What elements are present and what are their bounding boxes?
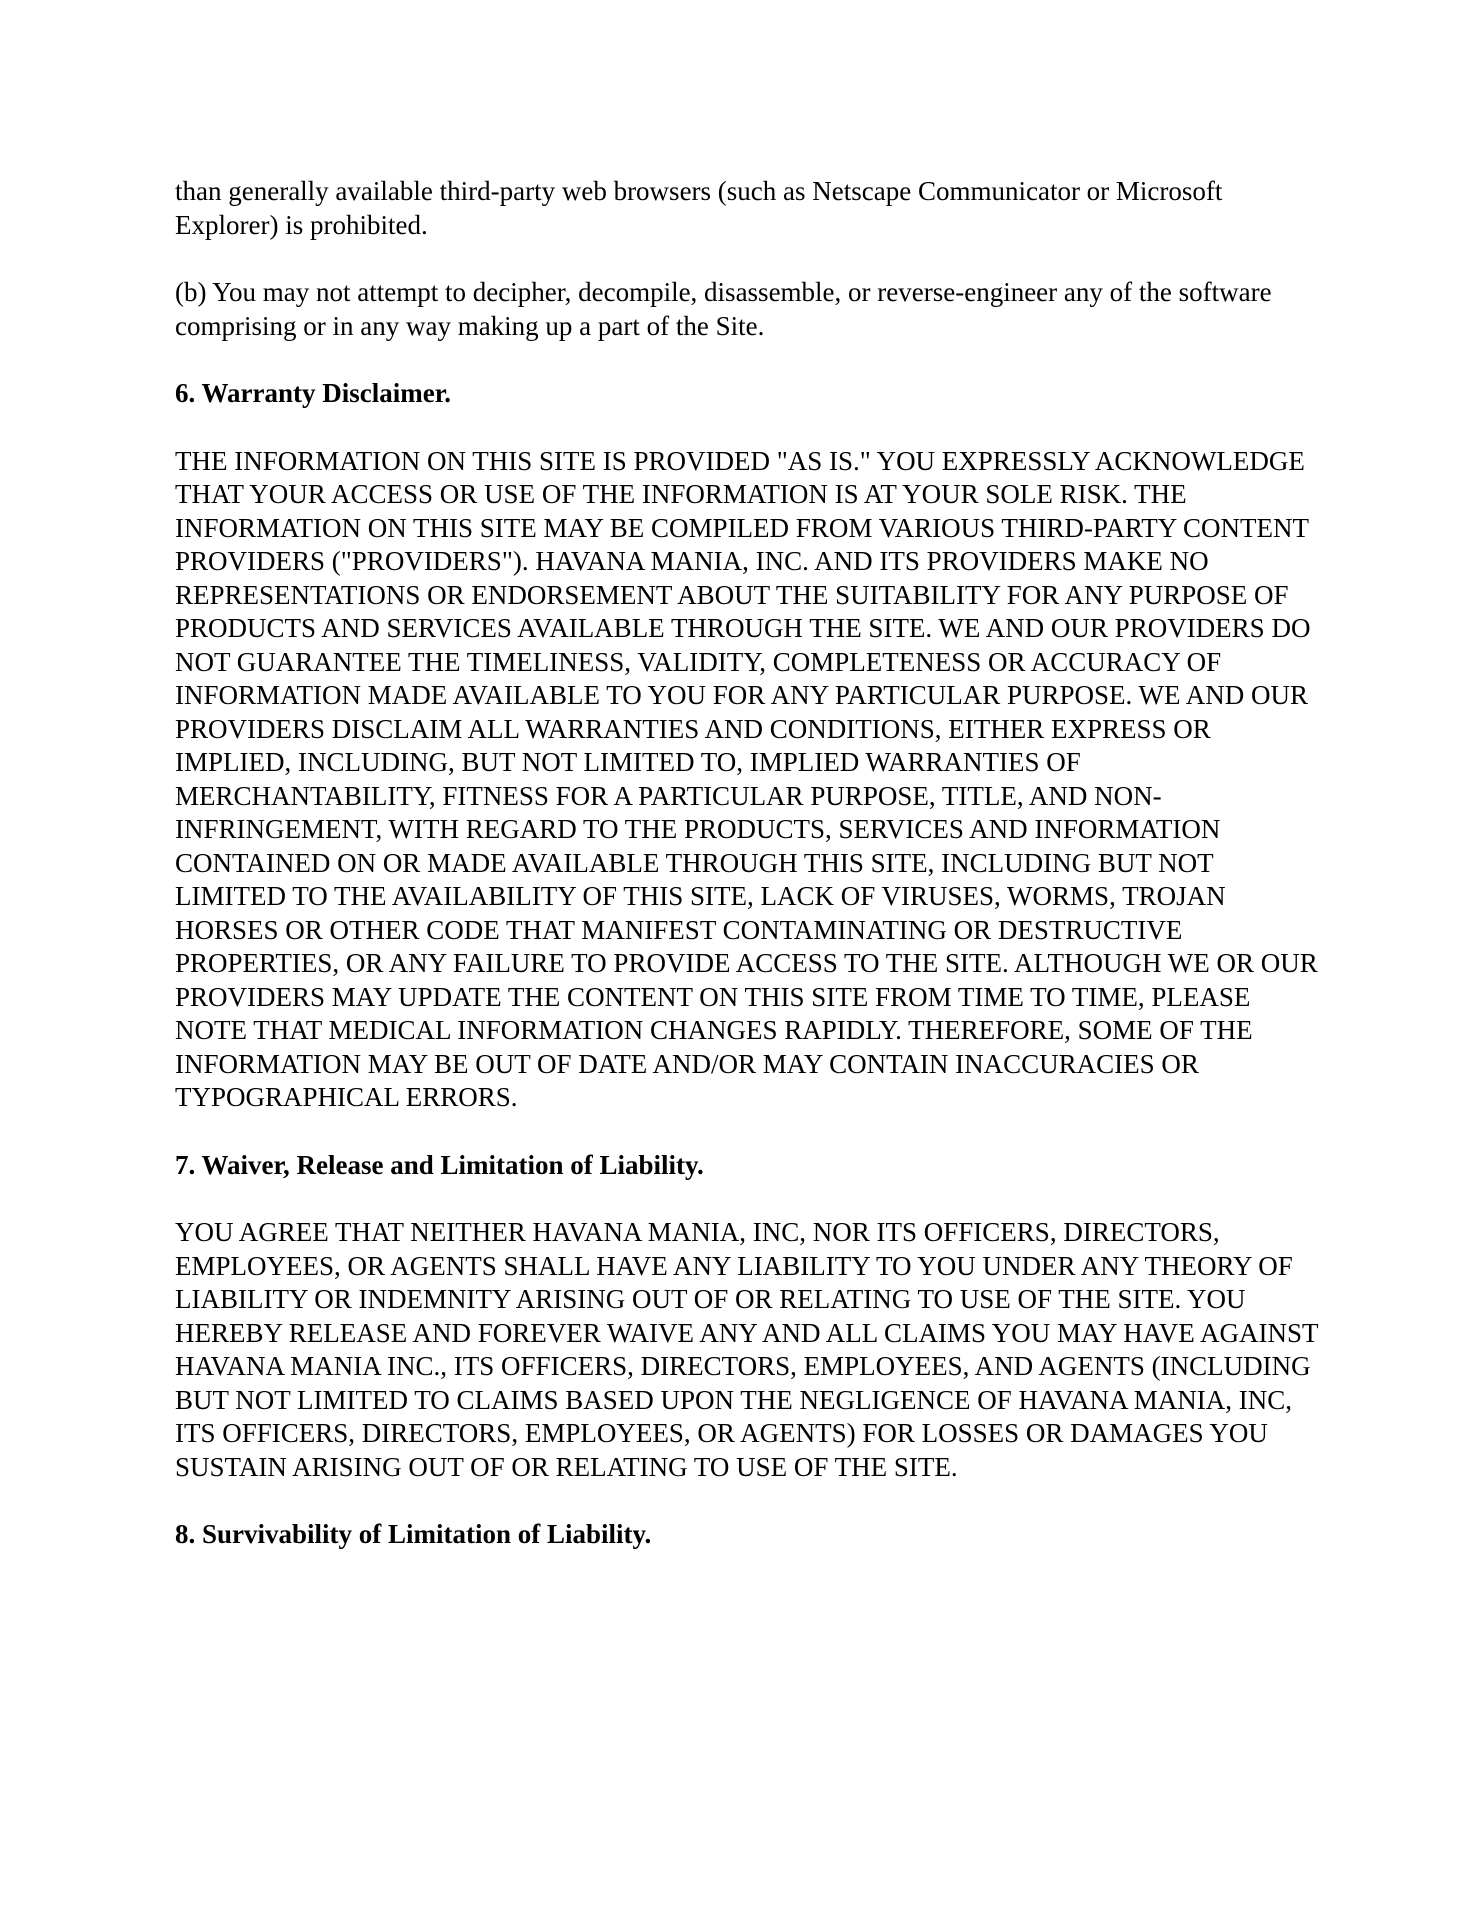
heading-survivability: 8. Survivability of Limitation of Liability. [175,1519,652,1549]
document-body [175,175,1325,1552]
paragraph-warranty-disclaimer: THE INFORMATION ON THIS SITE IS PROVIDED "AS IS." YOU EXPRESSLY ACKNOWLEDGE THAT YOUR ACCESS OR USE OF THE INFORMATION IS AT YOUR SOLE RISK. THE INFORMATION ON THIS SITE MAY BE COMPILED FROM VARIOUS THIRD-PARTY CONTENT PROVIDERS ("PROVIDERS"). HAVANA MANIA, INC. AND ITS PROVIDERS MAKE NO REPRESENTATIONS OR ENDORSEMENT ABOUT THE SUITABILITY FOR ANY PURPOSE OF PRODUCTS AND SERVICES AVAILABLE THROUGH THE SITE. WE AND OUR PROVIDERS DO NOT GUARANTEE THE TIMELINESS, VALIDITY, COMPLETENESS OR ACCURACY OF INFORMATION MADE AVAILABLE TO YOU FOR ANY PARTICULAR PURPOSE. WE AND OUR PROVIDERS DISCLAIM ALL WARRANTIES AND CONDITIONS, EITHER EXPRESS OR IMPLIED, INCLUDING, BUT NOT LIMITED TO, IMPLIED WARRANTIES OF MERCHANTABILITY, FITNESS FOR A PARTICULAR PURPOSE, TITLE, AND NON-INFRINGEMENT, WITH REGARD TO THE PRODUCTS, SERVICES AND INFORMATION CONTAINED ON OR MADE AVAILABLE THROUGH THIS SITE, INCLUDING BUT NOT LIMITED TO THE AVAILABILITY OF THIS SITE, LACK OF VIRUSES, WORMS, TROJAN HORSES OR OTHER CODE THAT MANIFEST CONTAMINATING OR DESTRUCTIVE PROPERTIES, OR ANY FAILURE TO PROVIDE ACCESS TO THE SITE. ALTHOUGH WE OR OUR PROVIDERS MAY UPDATE THE CONTENT ON THIS SITE FROM TIME TO TIME, PLEASE NOTE THAT MEDICAL INFORMATION CHANGES RAPIDLY. THEREFORE, SOME OF THE INFORMATION MAY BE OUT OF DATE AND/OR MAY CONTAIN INACCURACIES OR TYPOGRAPHICAL ERRORS. [175,445,1318,1112]
heading-warranty-disclaimer: 6. Warranty Disclaimer. [175,378,451,408]
paragraph-browser-restriction: than generally available third-party web browsers (such as Netscape Communicator or Microsoft Explorer) is prohibited. [175,176,1223,240]
heading-limitation-of-liability: 7. Waiver, Release and Limitation of Liability. [175,1149,704,1180]
paragraph-reverse-engineering: (b) You may not attempt to decipher, decompile, disassemble, or reverse-engineer any of the software comprising or in any way making up a part of the Site. [175,277,1272,341]
paragraph-limitation-of-liability: YOU AGREE THAT NEITHER HAVANA MANIA, INC, NOR ITS OFFICERS, DIRECTORS, EMPLOYEES, OR AGENTS SHALL HAVE ANY LIABILITY TO YOU UNDER ANY THEORY OF LIABILITY OR INDEMNITY ARISING OUT OF OR RELATING TO USE OF THE SITE. YOU HEREBY RELEASE AND FOREVER WAIVE ANY AND ALL CLAIMS YOU MAY HAVE AGAINST HAVANA MANIA INC., ITS OFFICERS, DIRECTORS, EMPLOYEES, AND AGENTS (INCLUDING BUT NOT LIMITED TO CLAIMS BASED UPON THE NEGLIGENCE OF HAVANA MANIA, INC, ITS OFFICERS, DIRECTORS, EMPLOYEES, OR AGENTS) FOR LOSSES OR DAMAGES YOU SUSTAIN ARISING OUT OF OR RELATING TO USE OF THE SITE. [175,1217,1319,1482]
